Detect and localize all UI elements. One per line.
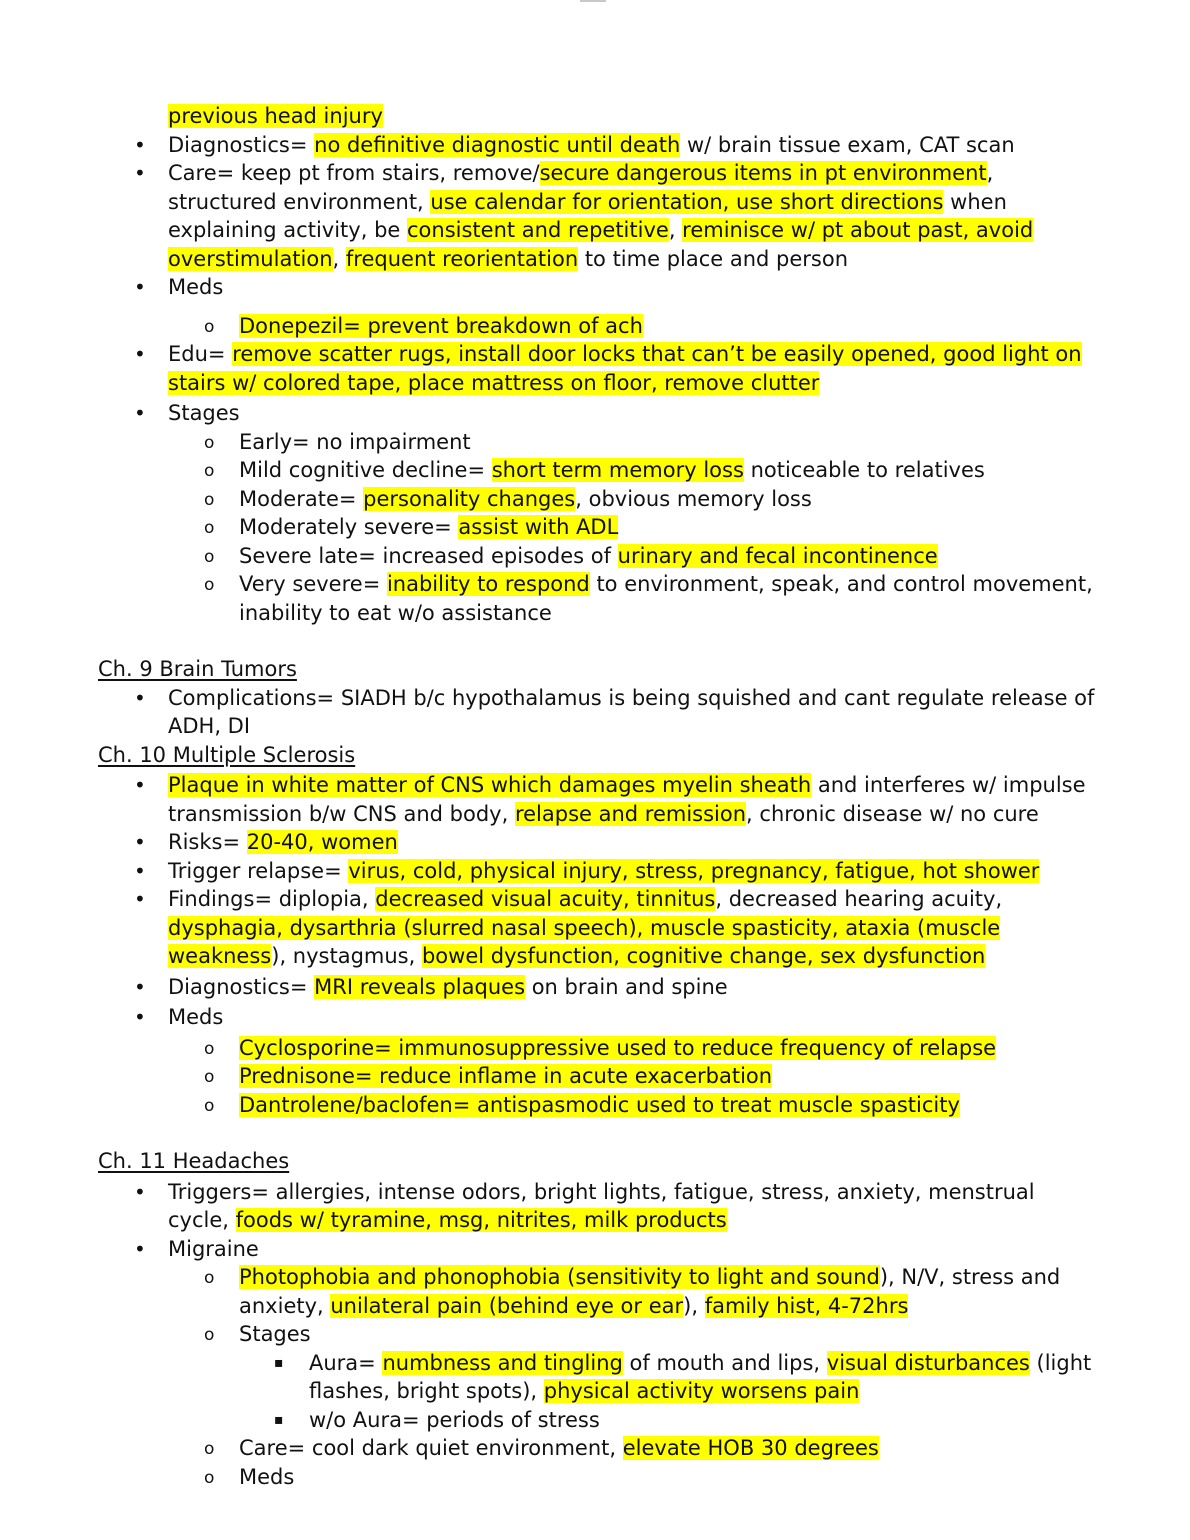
list-item [98, 885, 1098, 971]
list-item [98, 399, 1098, 428]
list-item [98, 973, 1098, 1002]
text: (light flashes, bright spots), [309, 1350, 1092, 1403]
text: and interferes w/ impulse transmission b/w CNS and body, [168, 773, 1086, 826]
text: Diagnostics= [168, 974, 315, 999]
list-item [98, 159, 1098, 273]
highlight: foods w/ tyramine, msg, nitrites, milk products [235, 1208, 727, 1232]
text: w/ brain tissue exam, CAT scan [680, 132, 1015, 157]
list-item [98, 771, 1098, 828]
highlight: MRI reveals plaques [314, 974, 526, 999]
highlight: short term memory loss [491, 458, 744, 482]
highlight: Donepezil= prevent breakdown of ach [239, 313, 643, 338]
highlight: numbness and tingling [382, 1350, 623, 1375]
highlight: Prednisone= reduce inflame in acute exacerbation [239, 1064, 773, 1088]
text: ), N/V, stress and anxiety, [239, 1265, 1061, 1318]
text: Edu= [168, 342, 233, 366]
text: ), [683, 1293, 705, 1318]
list-item [98, 1178, 1098, 1235]
list-item [98, 684, 1098, 741]
sub-list-item [98, 312, 1098, 341]
sub-list-item [98, 456, 1098, 485]
list-item [98, 131, 1098, 160]
sub-list-item [98, 1091, 1098, 1120]
sub-list-item [98, 1320, 1098, 1349]
headaches-list [98, 1178, 1098, 1492]
section-heading-headaches: Ch. 11 Headaches [98, 1149, 290, 1173]
text: , chronic disease w/ no cure [746, 801, 1039, 826]
text: Complications= SIADH b/c hypothalamus is being squished and cant regulate release of ADH, DI [168, 685, 1095, 738]
list-item [98, 857, 1098, 886]
text: , obvious memory loss [575, 486, 812, 511]
highlight: personality changes [363, 486, 576, 511]
highlight: Photophobia and phonophobia (sensitivity to light and sound [239, 1265, 880, 1289]
text: Trigger relapse= [168, 858, 349, 883]
text: of mouth and lips, [622, 1350, 827, 1375]
sub-list-item [98, 1034, 1098, 1063]
sub-list-item [98, 542, 1098, 571]
highlight: consistent and repetitive [407, 218, 669, 242]
list-item [98, 340, 1098, 397]
text: Migraine [168, 1236, 259, 1261]
brain-tumors-list [98, 684, 1098, 741]
text: Meds [168, 1005, 224, 1029]
highlight: reminisce w/ pt about past, avoid overstimulation [168, 218, 1034, 271]
sub-list-item [98, 428, 1098, 457]
highlight: previous head injury [168, 104, 383, 128]
highlight: dysphagia, dysarthria (slurred nasal speech), muscle spasticity, ataxia (muscle weakness [168, 915, 1001, 968]
text: Early= no impairment [239, 429, 471, 454]
text: Triggers= allergies, intense odors, bright lights, fatigue, stress, anxiety, menstrual cycle, [168, 1179, 1035, 1232]
highlight: Dantrolene/baclofen= antispasmodic used to treat muscle spasticity [239, 1092, 960, 1117]
text: Findings= diplopia, [168, 887, 376, 911]
highlight: Cyclosporine= immunosuppressive used to reduce frequency of relapse [239, 1035, 997, 1060]
highlight: virus, cold, physical injury, stress, pregnancy, fatigue, hot shower [348, 858, 1040, 883]
text: w/o Aura= periods of stress [309, 1407, 600, 1432]
highlight: 20-40, women [246, 830, 398, 854]
highlight: remove scatter rugs, install door locks that can’t be easily opened, good light on stairs w/ colored tape, place mattress on floor, remove clutter [168, 342, 1082, 395]
sub-sub-list-item [98, 1349, 1098, 1406]
text: on brain and spine [525, 974, 728, 999]
text: Care= cool dark quiet environment, [239, 1436, 623, 1460]
text: , [332, 246, 346, 271]
spacer [98, 1119, 1098, 1147]
text: Diagnostics= [168, 132, 315, 157]
highlight: physical activity worsens pain [543, 1379, 860, 1403]
text: Moderate= [239, 486, 364, 511]
sub-list-item [98, 1263, 1098, 1320]
text: to time place and person [578, 246, 849, 271]
sub-list-item [98, 1062, 1098, 1091]
highlight: no definitive diagnostic until death [314, 132, 681, 157]
text: Stages [239, 1322, 311, 1346]
text: , [668, 218, 683, 242]
highlight: urinary and fecal incontinence [617, 543, 938, 568]
highlight: elevate HOB 30 degrees [622, 1436, 879, 1460]
highlight: assist with ADL [458, 515, 619, 539]
text: Aura= [309, 1350, 383, 1375]
highlight: use calendar for orientation, use short directions [430, 189, 944, 214]
dementia-list [98, 131, 1098, 628]
text: Stages [168, 401, 240, 425]
text: , structured environment, [168, 161, 994, 214]
highlight: Plaque in white matter of CNS which damages myelin sheath [168, 773, 812, 797]
text: Severe late= increased episodes of [239, 543, 618, 568]
list-item [98, 1235, 1098, 1264]
text: ), nystagmus, [271, 944, 422, 968]
sub-list-item [98, 1463, 1098, 1492]
text: Meds [168, 275, 224, 299]
page-top-mark [580, 0, 606, 2]
sub-list-item [98, 570, 1098, 627]
text: Meds [239, 1464, 295, 1489]
text: Moderately severe= [239, 515, 459, 539]
sub-sub-list-item [98, 1406, 1098, 1435]
list-item [98, 1003, 1098, 1032]
notes-content [98, 102, 1098, 1491]
list-item [98, 828, 1098, 857]
highlight: unilateral pain (behind eye or ear [330, 1293, 684, 1318]
sub-list-item [98, 485, 1098, 514]
highlight: secure dangerous items in pt environment [539, 161, 987, 185]
sub-list-item [98, 513, 1098, 542]
sub-list-item [98, 1434, 1098, 1463]
text: Risks= [168, 830, 247, 854]
text: when explaining activity, be [168, 189, 1007, 242]
text: , decreased hearing acuity, [715, 887, 1003, 911]
ms-list [98, 771, 1098, 1119]
continued-line [98, 102, 1098, 131]
highlight: relapse and remission [514, 801, 747, 826]
list-item [98, 273, 1098, 302]
highlight: decreased visual acuity, tinnitus [375, 887, 716, 911]
highlight: inability to respond [386, 572, 590, 596]
highlight: bowel dysfunction, cognitive change, sex dysfunction [421, 944, 986, 968]
spacer [98, 627, 1098, 655]
text: to environment, speak, and control movement, inability to eat w/o assistance [239, 572, 1093, 625]
section-heading-brain-tumors: Ch. 9 Brain Tumors [98, 657, 297, 681]
text: Mild cognitive decline= [239, 458, 492, 482]
text: Very severe= [239, 572, 387, 596]
highlight: visual disturbances [826, 1350, 1030, 1375]
highlight: family hist, 4-72hrs [704, 1293, 909, 1318]
highlight: frequent reorientation [345, 246, 579, 271]
section-heading-multiple-sclerosis: Ch. 10 Multiple Sclerosis [98, 742, 356, 767]
text: Care= keep pt from stairs, remove/ [168, 161, 540, 185]
text: noticeable to relatives [743, 458, 985, 482]
